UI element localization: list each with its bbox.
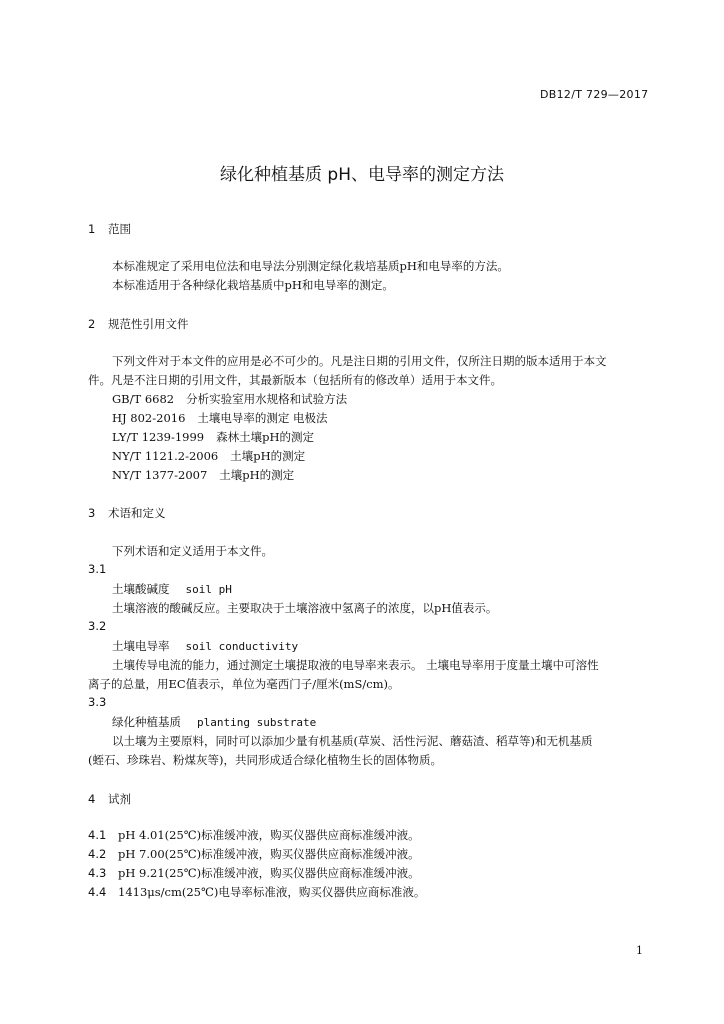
section-2-heading: [88, 316, 189, 332]
term-definition: 土壤传导电流的能力，通过测定土壤提取液的电导率来表示。 土壤电导率用于度量土壤中可溶性: [112, 658, 599, 672]
reference-code: NY/T 1377-2007: [112, 468, 208, 482]
paragraph: 件。凡是不注日期的引用文件，其最新版本（包括所有的修改单）适用于本文件。: [88, 373, 502, 387]
document-number: DB12/T 729—2017: [540, 88, 649, 101]
term-chinese: 土壤电导率: [112, 639, 170, 653]
reference-item: [112, 391, 347, 407]
section-title: 范围: [108, 222, 131, 236]
reagent-item: [88, 884, 425, 900]
term-english: soil conductivity: [185, 640, 299, 653]
reference-title: 森林土壤pH的测定: [216, 430, 315, 444]
reference-title: 分析实验室用水规格和试验方法: [186, 392, 348, 406]
section-title: 规范性引用文件: [108, 317, 189, 331]
reference-item: [112, 467, 294, 483]
term-number: 3.2: [88, 619, 107, 633]
section-number: 1: [88, 222, 96, 236]
term-definition: 离子的总量，用EC值表示，单位为毫西门子/厘米(mS/cm)。: [88, 677, 400, 691]
reagent-number: 4.1: [88, 828, 107, 842]
reagent-text: pH 4.01(25℃)标准缓冲液，购买仪器供应商标准缓冲液。: [118, 828, 420, 842]
reference-item: [112, 410, 328, 426]
reference-title: 土壤电导率的测定 电极法: [197, 411, 328, 425]
section-title: 试剂: [108, 792, 131, 806]
reagent-number: 4.3: [88, 866, 107, 880]
reference-code: GB/T 6682: [112, 392, 175, 406]
section-3-heading: [88, 505, 166, 521]
document-title: 绿化种植基质 pH、电导率的测定方法: [220, 165, 504, 185]
reference-item: [112, 448, 305, 464]
term-heading: [112, 581, 232, 597]
reagent-number: 4.4: [88, 885, 107, 899]
section-number: 3: [88, 506, 96, 520]
reagent-text: pH 9.21(25℃)标准缓冲液，购买仪器供应商标准缓冲液。: [118, 866, 420, 880]
page-number: 1: [636, 944, 643, 957]
term-number: 3.3: [88, 695, 107, 709]
section-1-heading: [88, 221, 131, 237]
section-number: 4: [88, 792, 96, 806]
reference-code: NY/T 1121.2-2006: [112, 449, 219, 463]
reagent-item: [88, 827, 420, 843]
term-chinese: 土壤酸碱度: [112, 582, 170, 596]
section-title: 术语和定义: [108, 506, 166, 520]
reference-title: 土壤pH的测定: [230, 449, 306, 463]
paragraph: 下列文件对于本文件的应用是必不可少的。凡是注日期的引用文件，仅所注日期的版本适用于本文: [112, 354, 607, 368]
reference-item: [112, 429, 314, 445]
reagent-item: [88, 865, 420, 881]
reference-title: 土壤pH的测定: [219, 468, 295, 482]
term-definition: 土壤溶液的酸碱反应。主要取决于土壤溶液中氢离子的浓度，以pH值表示。: [112, 601, 498, 615]
paragraph: 下列术语和定义适用于本文件。: [112, 544, 273, 558]
reagent-item: [88, 846, 420, 862]
term-number: 3.1: [88, 562, 107, 576]
reference-code: LY/T 1239-1999: [112, 430, 205, 444]
reference-code: HJ 802-2016: [112, 411, 186, 425]
reagent-text: pH 7.00(25℃)标准缓冲液，购买仪器供应商标准缓冲液。: [118, 847, 420, 861]
reagent-number: 4.2: [88, 847, 107, 861]
reagent-text: 1413μs/cm(25℃)电导率标准液，购买仪器供应商标准液。: [118, 885, 426, 899]
term-heading: [112, 714, 316, 730]
term-definition: 以土壤为主要原料，同时可以添加少量有机基质(草炭、活性污泥、蘑菇渣、稻草等)和无机基质: [112, 734, 593, 748]
paragraph: 本标准规定了采用电位法和电导法分别测定绿化栽培基质pH和电导率的方法。: [112, 259, 509, 273]
term-heading: [112, 638, 298, 654]
section-number: 2: [88, 317, 96, 331]
term-english: planting substrate: [197, 716, 317, 729]
paragraph: 本标准适用于各种绿化栽培基质中pH和电导率的测定。: [112, 278, 394, 292]
term-definition: (蛭石、珍珠岩、粉煤灰等)，共同形成适合绿化植物生长的固体物质。: [88, 753, 442, 767]
section-4-heading: [88, 791, 131, 807]
term-english: soil pH: [185, 583, 232, 596]
term-chinese: 绿化种植基质: [112, 715, 181, 729]
